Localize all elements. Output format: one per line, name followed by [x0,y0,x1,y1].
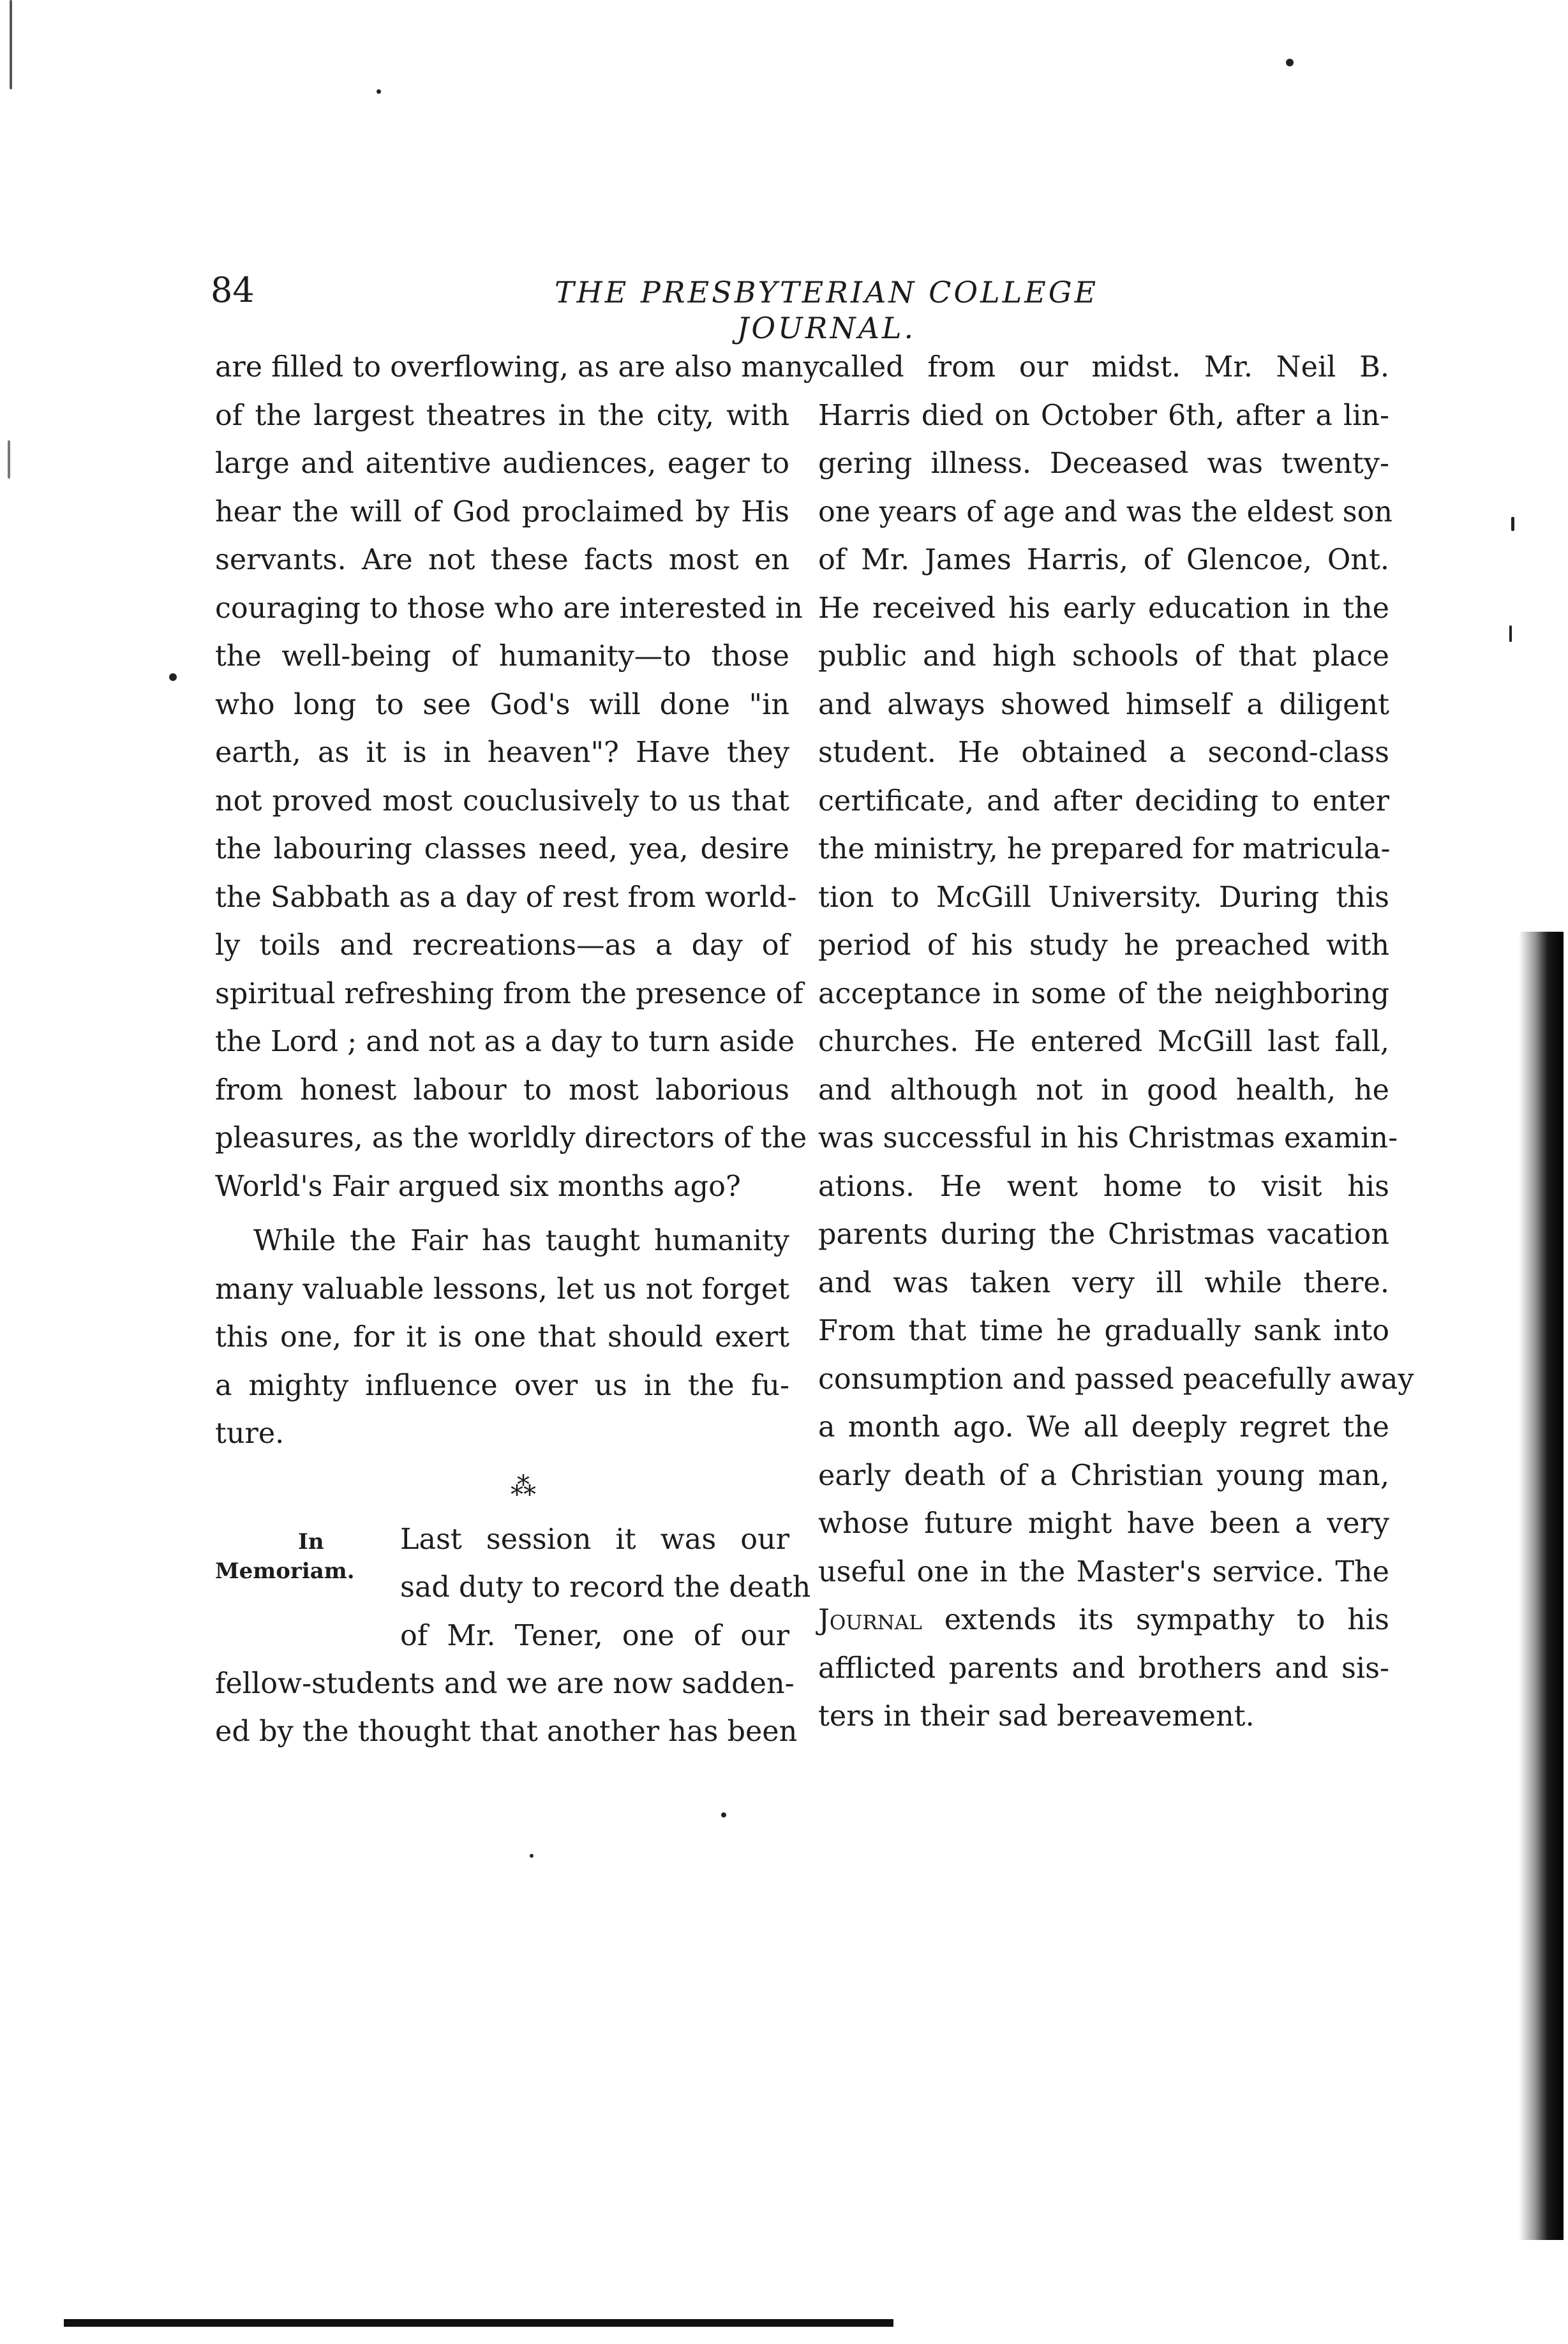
right-column [818,343,1414,1741]
text-line: spiritual refreshing from the presence of [215,977,803,1010]
text-line: consumption and passed peacefully away [818,1362,1414,1396]
text-line: one years of age and was the eldest son [818,495,1393,528]
text-line: early death of a Christian young man, [818,1459,1389,1492]
text-line: many valuable lessons, let us not forget [215,1273,789,1306]
text-line: was successful in his Christmas examin- [818,1122,1398,1154]
text-line: public and high schools of that place [818,640,1389,673]
text-line: servants. Are not these facts most en [215,544,789,576]
text-line: While the Fair has taught humanity [253,1225,789,1257]
side-heading-in-memoriam [215,1527,387,1586]
text-line: called from our midst. Mr. Neil B. [818,351,1389,384]
scan-edge-shadow [1519,932,1564,2240]
text-line: pleasures, as the worldly directors of the [215,1122,807,1154]
text-line: parents during the Christmas vacation [818,1218,1389,1251]
scan-speck [377,89,381,94]
text-line: who long to see God's will done "in [215,688,789,721]
scan-speck [1509,625,1512,642]
text-line: earth, as it is in heaven"? Have they [215,736,789,769]
scan-speck [530,1854,534,1858]
in-memoriam-block [215,1516,811,1660]
scan-speck [169,673,177,681]
journal-small-caps: Journal [818,1604,922,1636]
text-line: From that time he gradually sank into [818,1315,1389,1347]
text-line: and always showed himself a diligent [818,688,1389,721]
text-line: World's Fair argued six months ago? [215,1170,741,1203]
text-line: large and aitentive audiences, eager to [215,447,789,480]
left-column [215,343,819,1756]
scan-speck [10,0,12,89]
asterism-divider: ⁂ [511,1472,539,1502]
text-line: Last session it was our [400,1523,789,1556]
text-fragment: extends its sympathy to his [922,1604,1389,1636]
paragraph-gap [215,1211,789,1217]
scan-bottom-rule [64,2319,893,2327]
text-line: student. He obtained a second-class [818,736,1389,769]
scan-speck [1511,517,1514,531]
text-line: the Sabbath as a day of rest from world- [215,881,797,914]
text-line: period of his study he preached with [818,929,1389,962]
text-line: churches. He entered McGill last fall, [818,1026,1389,1058]
text-line: a month ago. We all deeply regret the [818,1411,1389,1444]
text-line: ed by the thought that another has been [215,1715,798,1748]
side-heading-line: Memoriam. [215,1558,355,1584]
text-line: ture. [215,1417,285,1450]
text-line: this one, for it is one that should exert [215,1321,789,1354]
text-line: and although not in good health, he [818,1073,1389,1107]
scan-speck [721,1812,726,1818]
scan-speck [8,440,10,479]
text-line: hear the will of God proclaimed by His [215,495,789,528]
text-line: a mighty influence over us in the fu- [215,1369,789,1402]
running-title: THE PRESBYTERIAN COLLEGE JOURNAL. [554,275,1099,345]
text-line: whose future might have been a very [818,1507,1389,1540]
text-line: useful one in the Master's service. The [818,1555,1389,1588]
text-line: the ministry, he prepared for matricula- [818,833,1391,865]
text-line: the well-being of humanity—to those [215,640,789,673]
text-line: of the largest theatres in the city, with [215,399,789,432]
text-line: Harris died on October 6th, after a lin- [818,399,1389,432]
text-line: of Mr. Tener, one of our [400,1619,789,1652]
text-line: the Lord ; and not as a day to turn aside [215,1026,795,1058]
text-line: from honest labour to most laborious [215,1073,789,1107]
text-line: ters in their sad bereavement. [818,1700,1255,1733]
text-line: and was taken very ill while there. [818,1266,1389,1299]
text-line: He received his early education in the [818,592,1389,625]
memoriam-opening-lines [400,1516,811,1661]
text-line: tion to McGill University. During this [818,881,1389,914]
text-line: couraging to those who are interested in [215,592,803,625]
text-line: sad duty to record the death [400,1571,811,1604]
text-line: the labouring classes need, yea, desire [215,833,789,865]
page-number: 84 [211,270,255,310]
text-line: ations. He went home to visit his [818,1170,1389,1203]
text-line: ly toils and recreations—as a day of [215,929,789,962]
text-line: acceptance in some of the neighboring [818,977,1389,1010]
text-line: certificate, and after deciding to enter [818,784,1389,817]
text-line: of Mr. James Harris, of Glencoe, Ont. [818,544,1389,576]
text-line: gering illness. Deceased was twenty- [818,447,1389,480]
text-line-journal [818,1596,1389,1645]
text-line: not proved most couclusively to us that [215,784,789,817]
side-heading-line: In [298,1528,324,1555]
paragraph-fair-lessons [215,1217,789,1458]
text-line: fellow-students and we are now sadden- [215,1667,795,1700]
text-line: afflicted parents and brothers and sis- [818,1652,1389,1685]
paragraph-sabbath [215,343,819,1211]
scan-speck [1286,59,1294,66]
text-line: are filled to overflowing, as are also many [215,351,819,384]
